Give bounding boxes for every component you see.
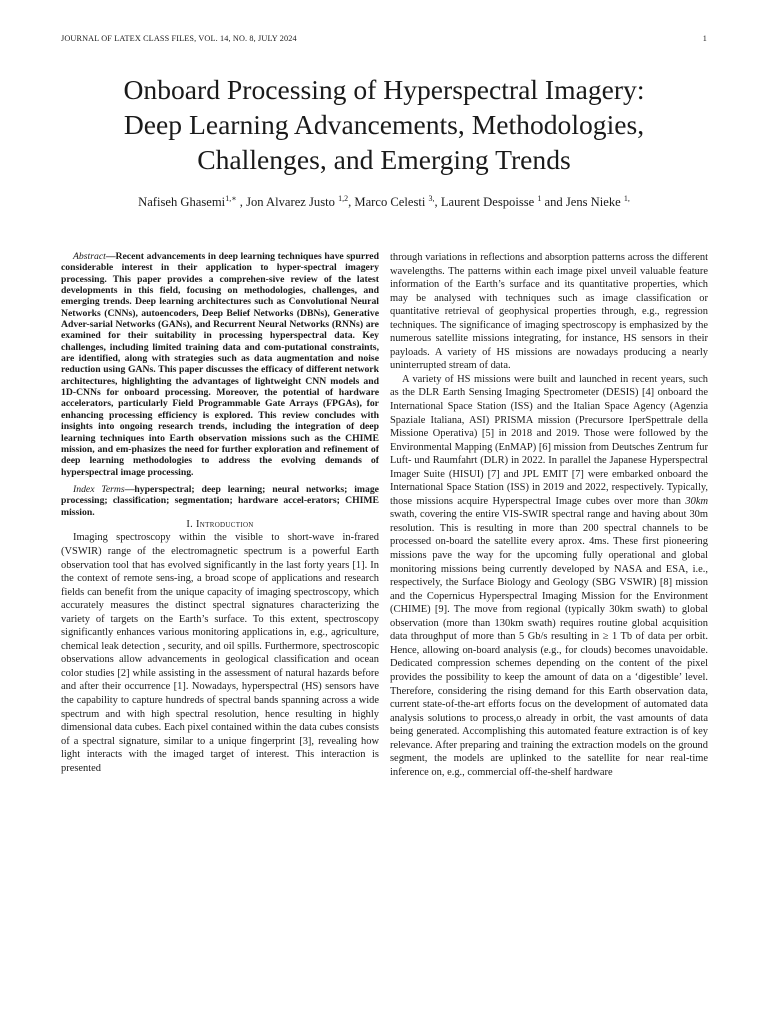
section-heading-introduction: I. Introduction (186, 518, 254, 530)
author-list (40, 195, 728, 210)
abstract (61, 251, 379, 478)
author-1: Nafiseh Ghasemi$^{1,∗}$ , (138, 194, 247, 209)
index-terms (61, 484, 379, 518)
abstract-text: —Recent advancements in deep learning techniques have spurred considerable interest in their application to hyper-spectral imagery processing. This paper provides a comprehen-sive review of the latest developments in this field, focusing on methodologies, challenges, and emerging trends. Deep learning architectures such as Convolutional Neural Networks (CNNs), autoencoders, Deep Belief Networks (DBNs), Generative Adver-sarial Networks (GANs), and Recurrent Neural Networks (RNNs) are examined for their suitability in processing hyperspectral data. Key challenges, including limited training data and com-putational constraints, are identified, along with strategies such as data augmentation and noise reduction using GANs. This paper discusses the efficacy of different network architectures, highlighting the advantages of lightweight CNN models and 1D-CNNs for onboard processing. Moreover, the potential of hardware accelerators, particularly Field Programmable Gate Arrays (FPGAs), for enhancing processing efficiency is explored. This review concludes with insights into ongoing research trends, including the integration of deep learning techniques into Earth observation missions such as the CHIME mission, and em-phasizes the need for further exploration and refinement of deep learning methodologies to address the evolving demands of hyperspectral image processing. (61, 251, 379, 478)
paper-title (50, 72, 718, 177)
title-line-3: Challenges, and Emerging Trends (197, 144, 571, 175)
page-number: 1 (702, 34, 707, 43)
title-line-1: Onboard Processing of Hyperspectral Imagery: (123, 74, 645, 105)
author-4: Laurent Despoisse $^1$ and (440, 194, 566, 209)
swath-math: 30km (685, 495, 708, 507)
intro-paragraph-2: A variety of HS missions were built and launched in recent years, such as the DLR Earth Sensing Imaging Spectrometer (DESIS) [4] onboard the International Space Station (ISS) and the Italian Space Agency (Agenzia Spaziale Italiana, ASI) PRISMA mission (Precursore IperSpettrale della Missione Operativa) [5] in 2018 and 2019. Those were followed by the Environmental Mapping (EnMAP) [6] mission from Deutsches Zentrum fur Luft- und Raumfahrt (DLR) in 2022. In parallel the Japanese Hyperspectral Imager Suite (HISUI) [7] and JPL EMIT [7] were embarked onboard the International Space Station (ISS) in 2019 and 2022, respectively. Typically, those missions acquire Hyperspectral Image cubes over more than 30km swath, covering the entire VIS-SWIR spectral range and having about 30m resolution. This is resulting in more than 200 spectral channels to be processed on-board the satellite every aprox. 4ms. These first pioneering missions pave the way for the upcoming fully operational and global monitoring missions being currently developed by NASA and ESA, i.e., respectively, the Surface Biology and Geology (SBG VSWIR) [8] mission and the Copernicus Hyperspectral Imaging Mission for the Environment (CHIME) [9]. The move from regional (typically 30km swath) to global observation (more than 130km swath) requires routine global acquisition data throughput of more than 5 Gb/s resulting in ≥ 1 Tb of data per orbit. Hence, allowing on-board analysis (e.g., for clouds) becomes unavoidable. Dedicated compression schemes depending on the content of the pixel provides the possibility to keep the amount of data on a ‘digestible’ level. Therefore, considering the rising demand for this Earth observation data, current state-of-the-art efforts focus on the development of automated data analysis solutions to process,o already in orbit, the vast amounts of data being generated. Accomplishing this automated feature extraction is of key relevance. After preparing and training the extraction models on the ground segment, the models are uplinked to the satellite for near real-time inference on, e.g., commercial off-the-shelf hardware (390, 373, 708, 778)
journal-name: JOURNAL OF LATEX CLASS FILES, VOL. 14, NO. 8, JULY 2024 (61, 34, 297, 43)
left-column (61, 251, 379, 775)
intro-paragraph-1-continued: through variations in reflections and absorption patterns across the different wavelengths. The patterns within each image pixel unveil valuable feature information of the Earth’s surface and its quantitative properties, which may be analysed with techniques such as image classification or quantitative retrieval of geophysical properties through, e.g., regression techniques. The significance of imaging spectroscopy is emphasized by the numerous satellite missions integrating, for instance, HS sensors in their payloads. A variety of HS missions are nowadays producing a nearly uninterrupted stream of data. (390, 252, 708, 372)
author-2: Jon Alvarez Justo $^{1,2}$, (246, 194, 355, 209)
running-header (61, 34, 707, 46)
author-3: Marco Celesti $^{3,}$, (354, 194, 441, 209)
abstract-label: Abstract (73, 251, 106, 262)
intro-paragraph-1: Imaging spectroscopy within the visible to short-wave in-frared (VSWIR) range of the electromagnetic spectrum is a powerful Earth observation tool that has evolved significantly in the last forty years [1]. In the context of remote sens-ing, a broad scope of applications and research fields can benefit from the unique capacity of imaging spectroscopy, which accurately measures the distinct spectral signatures characterizing the variety of targets on the Earth’s surface. To this extent, spectroscopy significantly enhances various monitoring applications in, e.g., agriculture, chemical leak detection , security, and oil spills. Furthermore, spectroscopic observations allow advancements in geological classification and ocean color studies [2] while assisting in the assessment of natural hazards before and after their occurrence [1]. Nowadays, hyperspectral (HS) sensors have the capability to capture hundreds of spectral bands spanning across a wide spectrum and with high spectral resolution, hence resulting in highly dimensional data cubes. Each pixel contained within the data cubes consists of a spectral signature, similar to a unique fingerprint [3], revealing how light interacts with the imaged target of interest. This interaction is presented (61, 532, 379, 774)
index-terms-text: —hyperspectral; deep learning; neural networks; image processing; classification; segmentation; hardware accel-erators; CHIME mission. (61, 483, 379, 518)
index-terms-label: Index Terms (73, 483, 125, 495)
author-5: Jens Nieke $^{1,}$ (565, 194, 630, 209)
right-column (390, 251, 708, 779)
title-line-2: Deep Learning Advancements, Methodologies, (123, 109, 645, 140)
